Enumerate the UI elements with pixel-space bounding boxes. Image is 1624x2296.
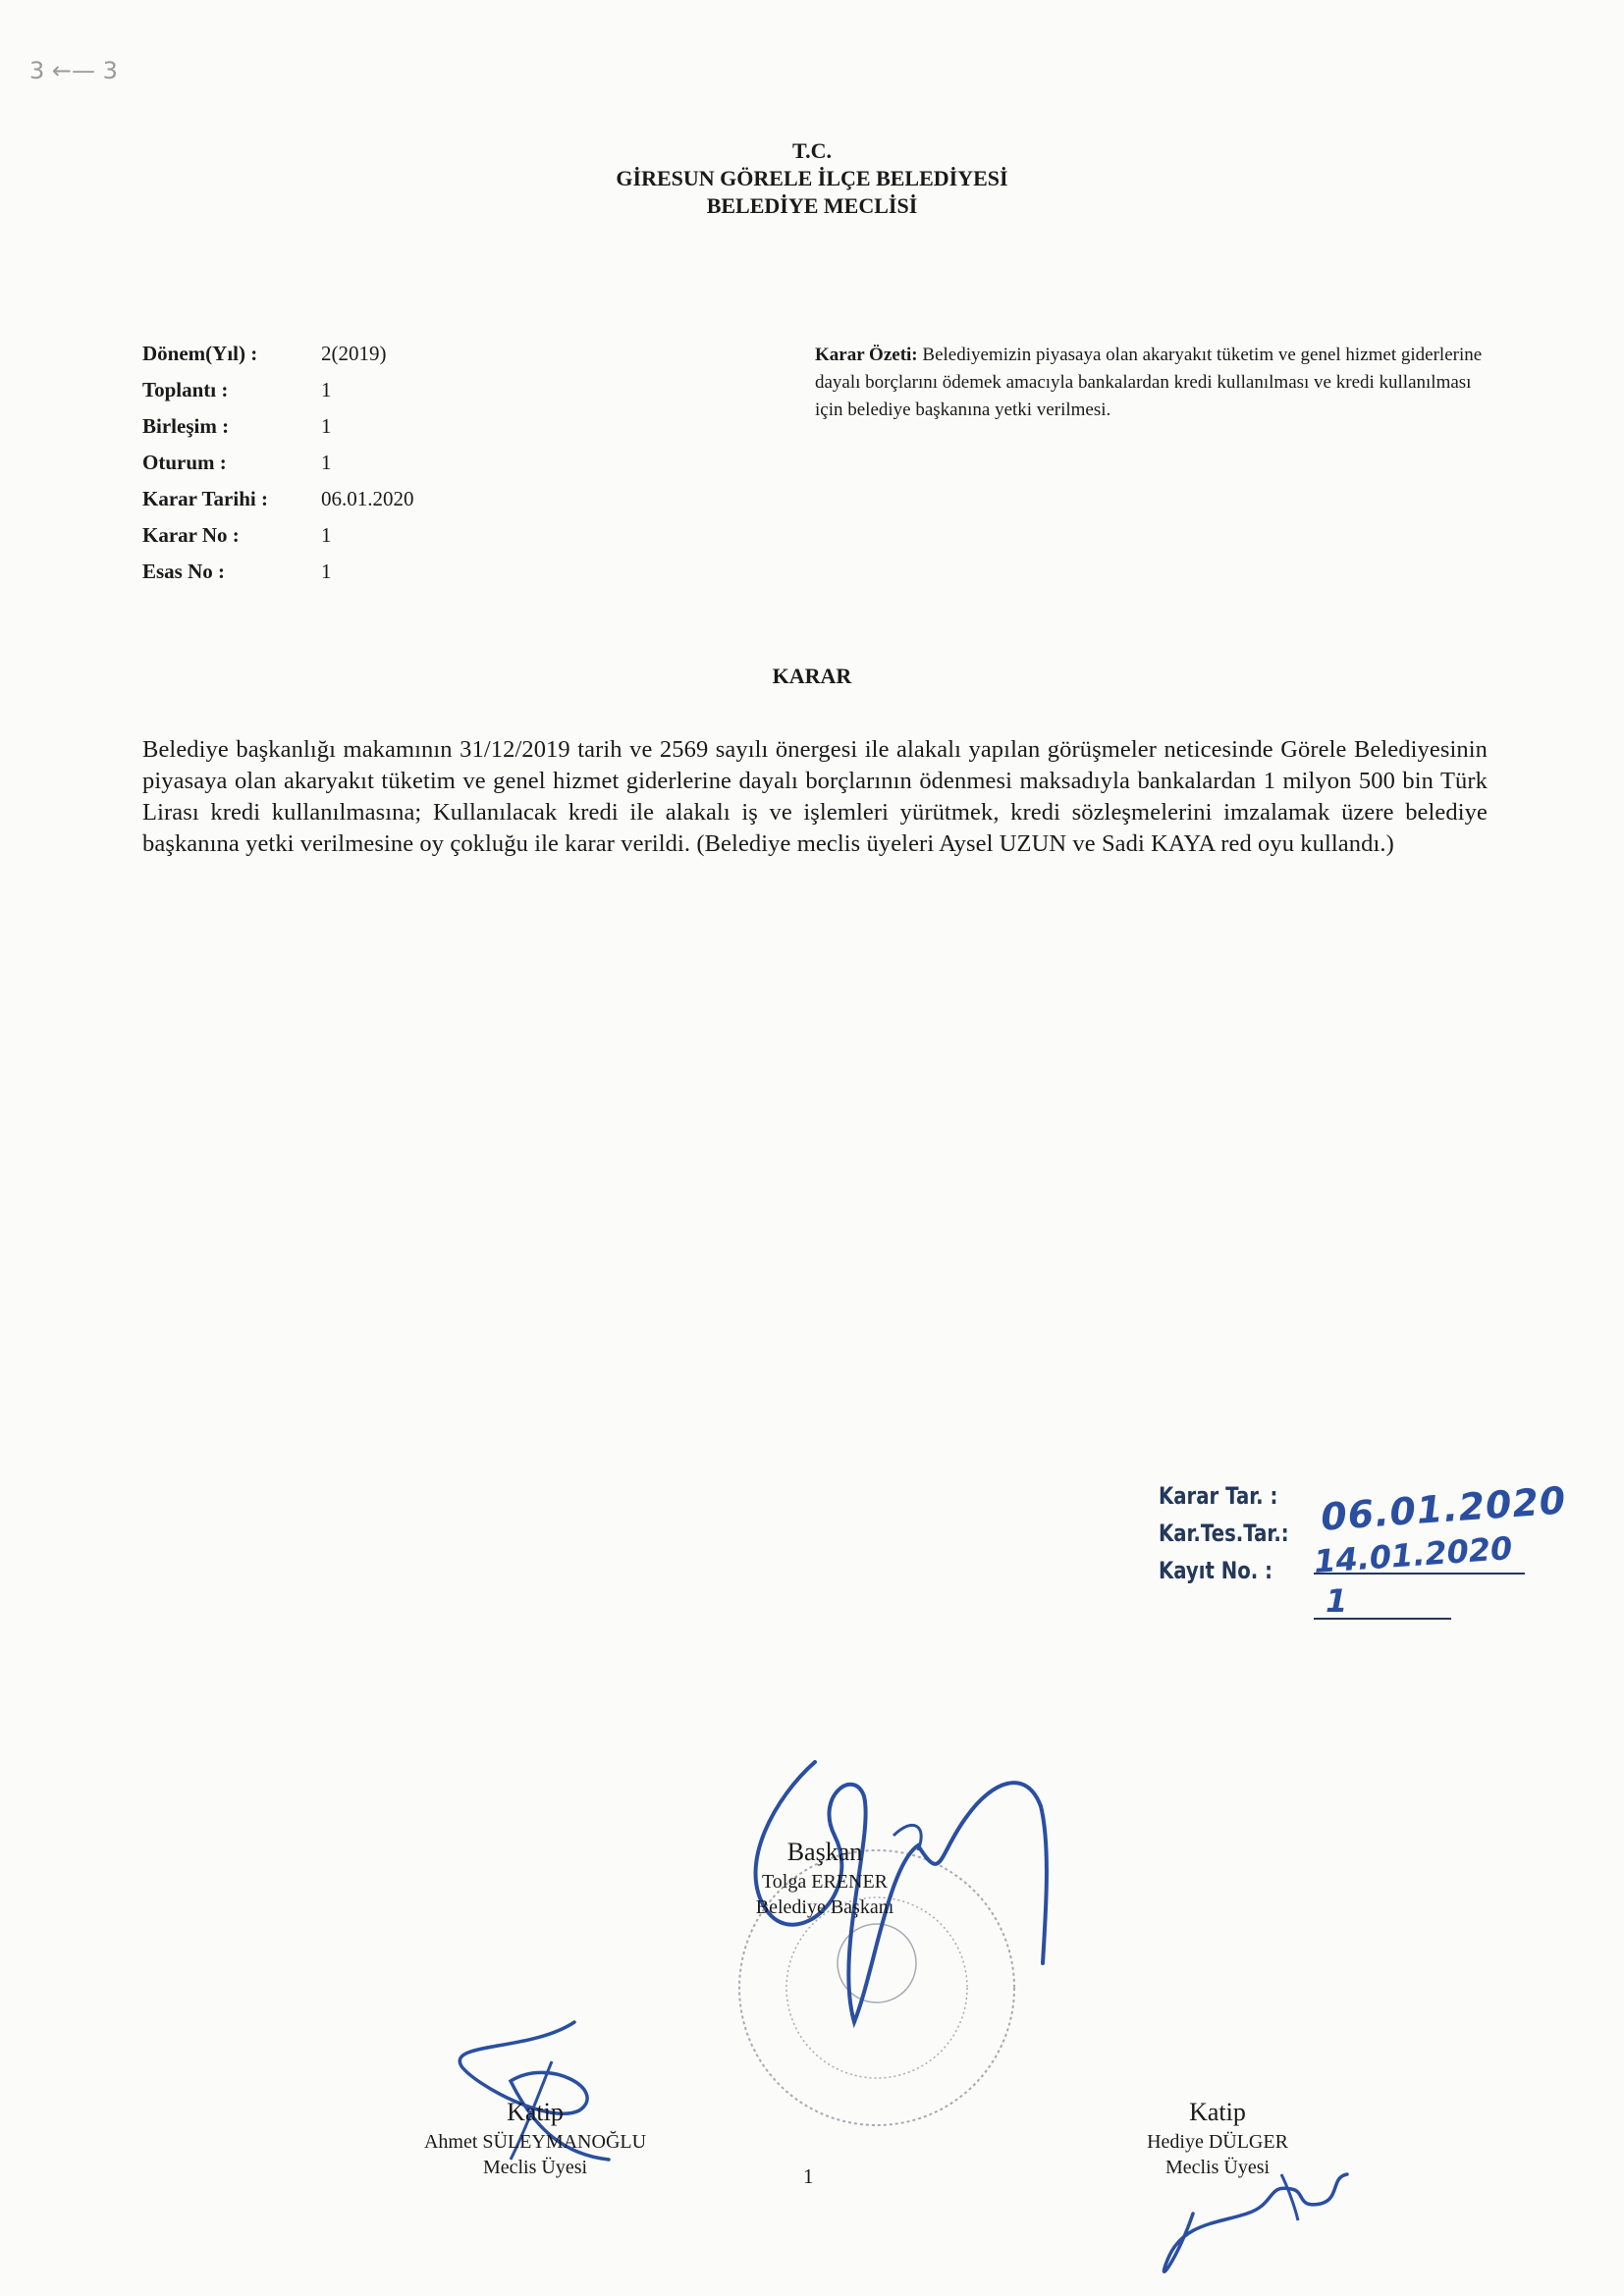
summary-text: Belediyemizin piyasaya olan akaryakıt tüketim ve genel hizmet giderlerine dayalı borçlarını ödemek amacıyla bankalardan kredi kullanılması ve kredi kullanılması için belediye başkanına yetki verilmesi. [815,345,1483,420]
katip-left-role: Katip [507,2098,564,2126]
katip-left-signature-block [383,2096,687,2180]
page-number: 1 [803,2164,814,2188]
handwritten-kayit-no: 1 [1326,1582,1348,1620]
header-tc: T.C. [792,138,832,163]
corner-pencil-mark: 3 ←— 3 [29,57,118,84]
handwritten-tes-tarihi: 14.01.2020 [1312,1528,1514,1581]
stamp-kar-tes-tarihi: Kar.Tes.Tar.: [1159,1520,1289,1547]
katip-right-role: Katip [1189,2098,1246,2126]
katip-right-signature-block [1090,2096,1345,2180]
baskan-title: Belediye Başkanı [755,1896,894,1918]
baskan-signature-block [707,1836,943,1920]
karar-body: Belediye başkanlığı makamının 31/12/2019 tarih ve 2569 sayılı önergesi ile alakalı yapılan görüşmeler neticesinde Görele Belediyesinin piyasaya olan akaryakıt tüketim ve genel hizmet giderlerine dayalı borçlarının ödenmesi maksadıyla bankalardan 1 milyon 500 bin Türk Lirası kredi kullanılmasına; Kullanılacak kredi ile alakalı iş ve işlemleri yürütmek, kredi sözleşmelerini imzalamak üzere belediye başkanına yetki verilmesine oy çokluğu ile karar verildi. (Belediye meclis üyeleri Aysel UZUN ve Sadi KAYA red oyu kullandı.) [142,736,1488,857]
header-municipality: GİRESUN GÖRELE İLÇE BELEDİYESİ [616,166,1008,190]
karar-title: KARAR [772,664,852,688]
katip-right-title: Meclis Üyesi [1164,2157,1271,2178]
katip-right-signature-icon [1164,2174,1347,2271]
baskan-name: Tolga ERENER [761,1871,889,1893]
header-council: BELEDİYE MECLİSİ [706,193,918,218]
stamp-kayit-no: Kayıt No. : [1159,1557,1272,1584]
stamp-karar-tarihi: Karar Tar. : [1159,1482,1278,1510]
katip-left-title: Meclis Üyesi [482,2157,588,2178]
katip-left-name: Ahmet SÜLEYMANOĞLU [423,2131,647,2153]
handwritten-karar-tarihi: 06.01.2020 [1319,1478,1568,1539]
summary-label: Karar Özeti: [815,345,918,365]
katip-right-name: Hediye DÜLGER [1147,2131,1288,2153]
baskan-role: Başkan [786,1838,863,1866]
